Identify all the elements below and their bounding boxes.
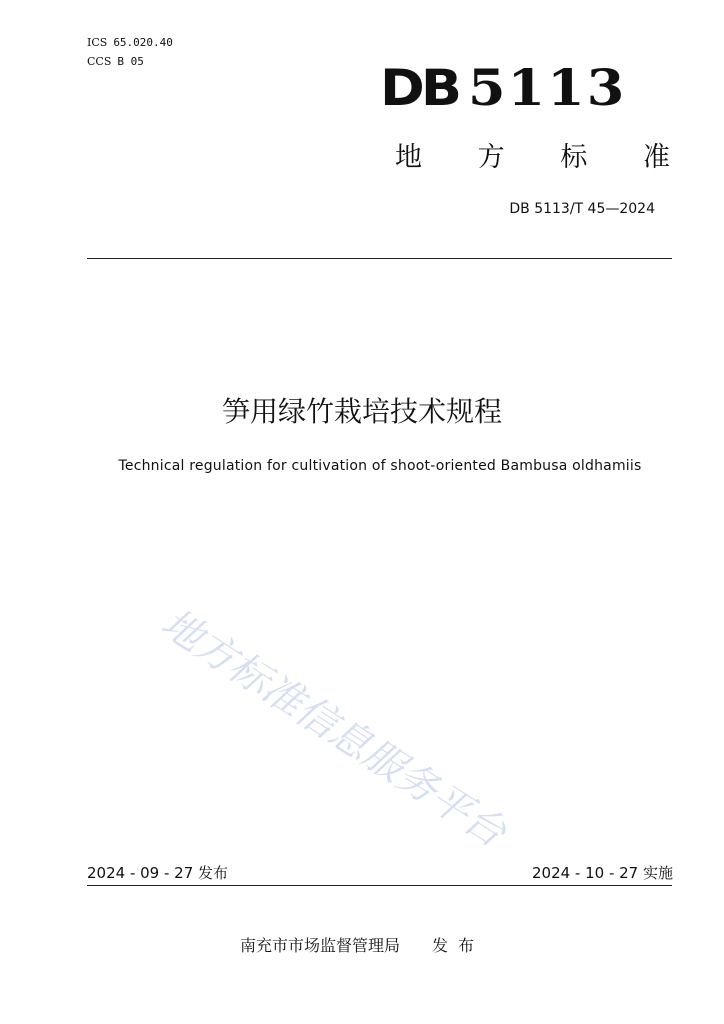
standard-type-char: 标 [560, 142, 588, 173]
issue-date: 2024 - 09 - 27 发布 [87, 864, 229, 882]
bottom-divider [87, 885, 672, 886]
standard-type [395, 140, 670, 176]
top-divider [87, 258, 672, 259]
standard-type-char: 准 [642, 142, 670, 173]
ccs-value: B 05 [117, 55, 144, 68]
ccs-label: CCS [87, 55, 112, 68]
standard-type-char: 方 [477, 142, 505, 173]
logo-number: 5113 [467, 58, 627, 117]
db-logo [380, 58, 626, 118]
issuer-action: 发布 [432, 936, 485, 955]
title-english: Technical regulation for cultivation of shoot-oriented Bambusa oldhamiis [118, 458, 642, 474]
logo-prefix: DB [380, 58, 458, 117]
ics-value: 65.020.40 [113, 36, 173, 49]
watermark: 地方标准信息服务平台 [152, 600, 514, 857]
ics-label: ICS [87, 36, 108, 49]
ccs-code [87, 55, 144, 69]
ics-code [87, 36, 173, 50]
issuer-organization: 南充市市场监督管理局 [239, 936, 400, 955]
standard-type-char: 地 [395, 142, 422, 173]
implementation-date: 2024 - 10 - 27 实施 [531, 864, 673, 882]
standard-number: DB 5113/T 45—2024 [509, 201, 655, 217]
issuer [0, 935, 724, 957]
title-chinese: 笋用绿竹栽培技术规程 [221, 395, 502, 428]
